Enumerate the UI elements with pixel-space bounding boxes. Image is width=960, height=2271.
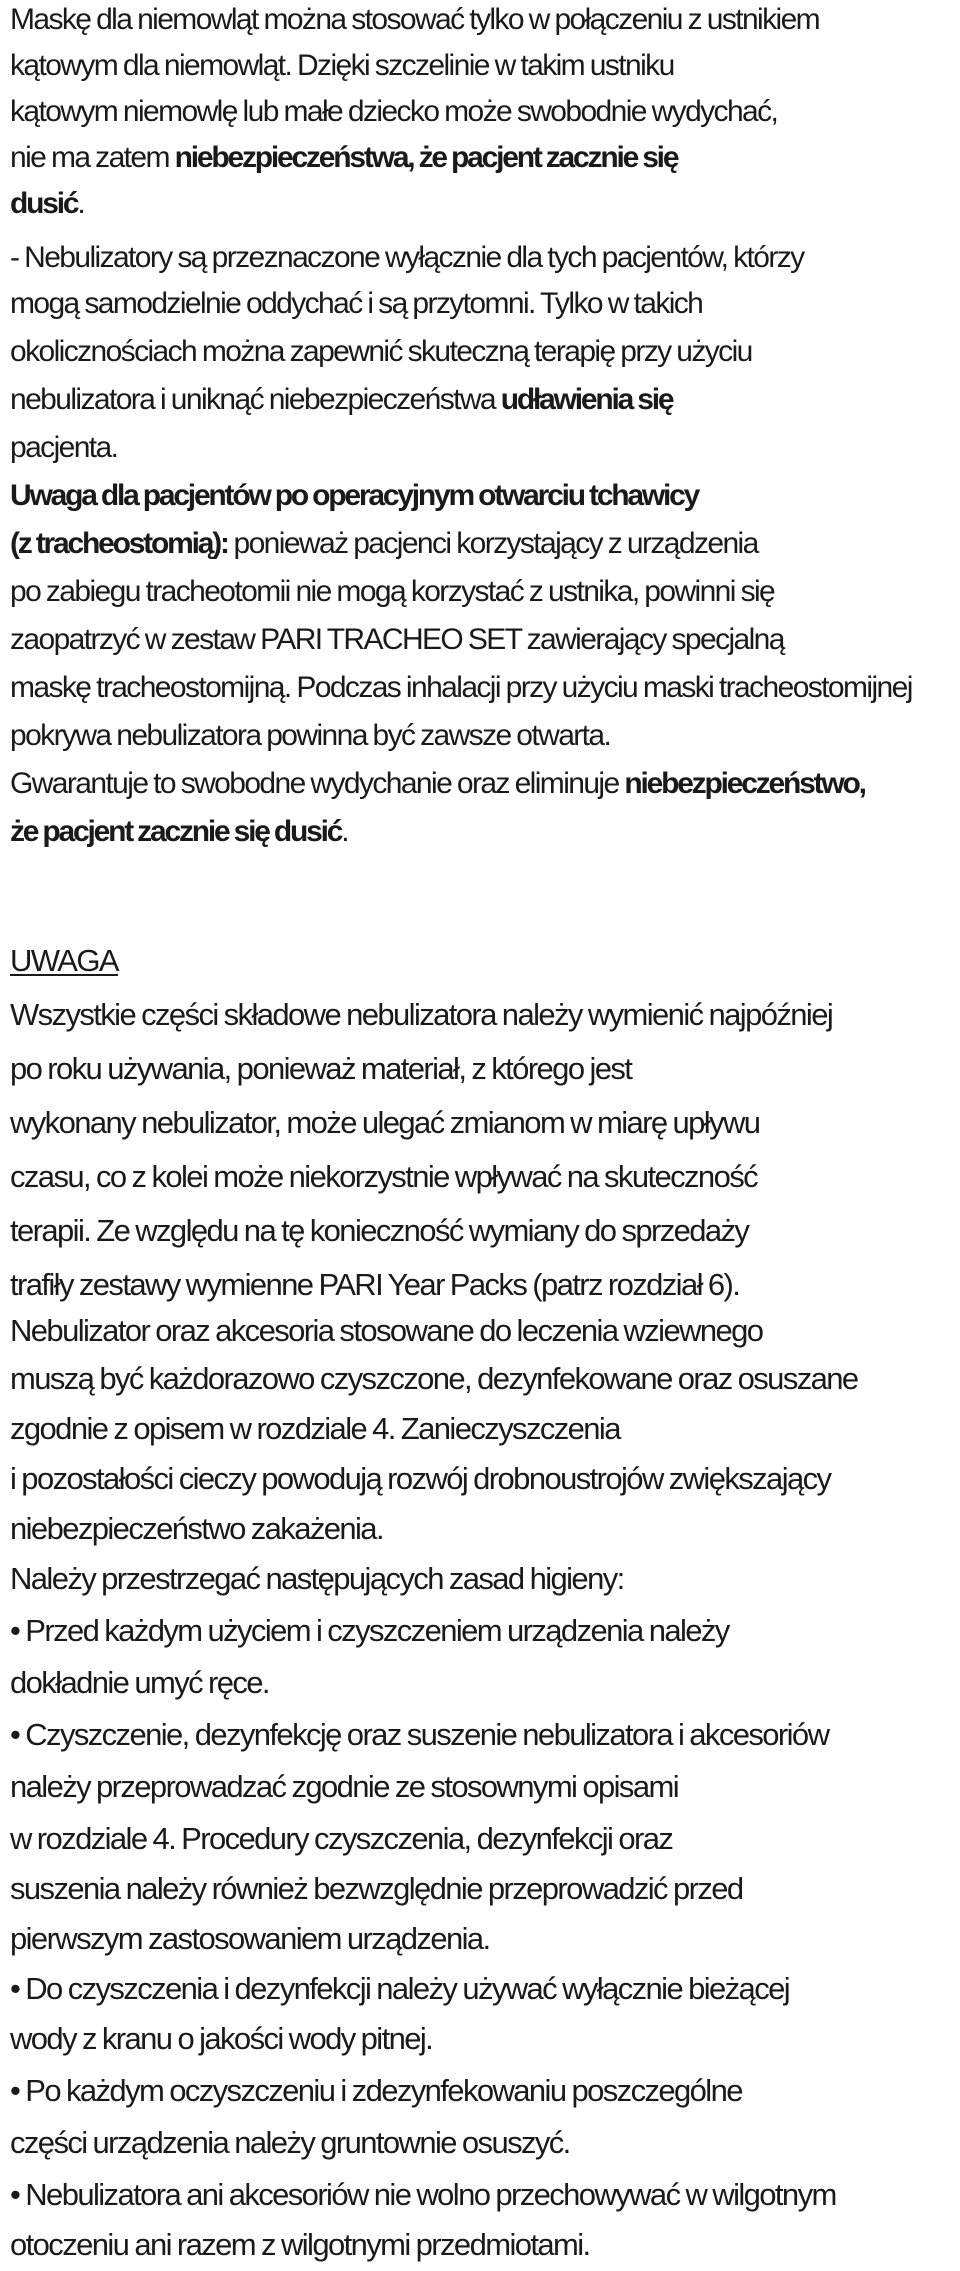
list-item: • Nebulizatora ani akcesoriów nie wolno przechowywać w wilgotnym (10, 2177, 836, 2212)
text-line: muszą być każdorazowo czyszczone, dezynfekowane oraz osuszane (10, 1361, 858, 1396)
text-line: części urządzenia należy gruntownie osuszyć. (10, 2125, 570, 2160)
text-line: pierwszym zastosowaniem urządzenia. (10, 1921, 490, 1956)
text-line: pacjenta. (10, 431, 118, 464)
text-line: w rozdziale 4. Procedury czyszczenia, dezynfekcji oraz (10, 1821, 673, 1856)
list-item: • Przed każdym użyciem i czyszczeniem urządzenia należy (10, 1613, 729, 1648)
text-line: czasu, co z kolei może niekorzystnie wpływać na skuteczność (10, 1159, 758, 1194)
text-line: trafiły zestawy wymienne PARI Year Packs (patrz rozdział 6). (10, 1267, 740, 1302)
text-line: Wszystkie części składowe nebulizatora należy wymienić najpóźniej (10, 997, 833, 1032)
text-line: terapii. Ze względu na tę konieczność wymiany do sprzedaży (10, 1213, 749, 1248)
emphasis-text: udławienia się (500, 383, 673, 416)
text-line: wykonany nebulizator, może ulegać zmianom w miarę upływu (10, 1105, 760, 1140)
text-line: Gwarantuje to swobodne wydychanie oraz eliminuje niebezpieczeństwo, (10, 767, 865, 800)
text-line: należy przeprowadzać zgodnie ze stosownymi opisami (10, 1769, 678, 1804)
text-line: suszenia należy również bezwzględnie przeprowadzić przed (10, 1871, 743, 1906)
emphasis-text: niebezpieczeństwo, (624, 767, 865, 800)
subheading-tracheostomy: Uwaga dla pacjentów po operacyjnym otwarciu tchawicy (10, 479, 699, 512)
text-line: dusić. (10, 187, 85, 220)
text-line: i pozostałości cieczy powodują rozwój drobnoustrojów zwiększający (10, 1461, 831, 1496)
text-line: maskę tracheostomijną. Podczas inhalacji przy użyciu maski tracheostomijnej (10, 671, 912, 704)
text-line: nebulizatora i uniknąć niebezpieczeństwa udławienia się (10, 383, 673, 416)
list-item: • Po każdym oczyszczeniu i zdezynfekowaniu poszczególne (10, 2073, 742, 2108)
emphasis-text: że pacjent zacznie się dusić (10, 815, 342, 848)
emphasis-text: niebezpieczeństwa, że pacjent zacznie się (174, 141, 678, 174)
section-heading: UWAGA (10, 943, 118, 978)
text-line: zgodnie z opisem w rozdziale 4. Zanieczyszczenia (10, 1411, 620, 1446)
text-line: pokrywa nebulizatora powinna być zawsze otwarta. (10, 719, 611, 752)
text-line: kątowym niemowlę lub małe dziecko może swobodnie wydychać, (10, 95, 778, 128)
emphasis-text: (z tracheostomią): (10, 527, 228, 560)
text-line: zaopatrzyć w zestaw PARI TRACHEO SET zawierający specjalną (10, 623, 784, 656)
text-line: po zabiegu tracheotomii nie mogą korzystać z ustnika, powinni się (10, 575, 775, 608)
list-item: • Czyszczenie, dezynfekcję oraz suszenie nebulizatora i akcesoriów (10, 1717, 829, 1752)
text-line: Nebulizator oraz akcesoria stosowane do leczenia wziewnego (10, 1313, 763, 1348)
list-item: • Do czyszczenia i dezynfekcji należy używać wyłącznie bieżącej (10, 1971, 790, 2006)
text-line: niebezpieczeństwo zakażenia. (10, 1511, 383, 1546)
text-line: Należy przestrzegać następujących zasad higieny: (10, 1561, 624, 1596)
text-line: otoczeniu ani razem z wilgotnymi przedmiotami. (10, 2227, 590, 2262)
text-line: wody z kranu o jakości wody pitnej. (10, 2021, 433, 2056)
text-line: kątowym dla niemowląt. Dzięki szczelinie w takim ustniku (10, 49, 674, 82)
text-line: że pacjent zacznie się dusić. (10, 815, 348, 848)
text-line: - Nebulizatory są przeznaczone wyłącznie dla tych pacjentów, którzy (10, 241, 804, 274)
text-line: okolicznościach można zapewnić skuteczną terapię przy użyciu (10, 335, 752, 368)
text-line: Maskę dla niemowląt można stosować tylko w połączeniu z ustnikiem (10, 3, 820, 36)
text-line: (z tracheostomią): ponieważ pacjenci korzystający z urządzenia (10, 527, 758, 560)
text-line: po roku używania, ponieważ materiał, z którego jest (10, 1051, 632, 1086)
text-line: mogą samodzielnie oddychać i są przytomni. Tylko w takich (10, 287, 703, 320)
emphasis-text: dusić (10, 187, 78, 220)
text-line: dokładnie umyć ręce. (10, 1665, 269, 1700)
text-line: nie ma zatem niebezpieczeństwa, że pacjent zacznie się (10, 141, 678, 174)
